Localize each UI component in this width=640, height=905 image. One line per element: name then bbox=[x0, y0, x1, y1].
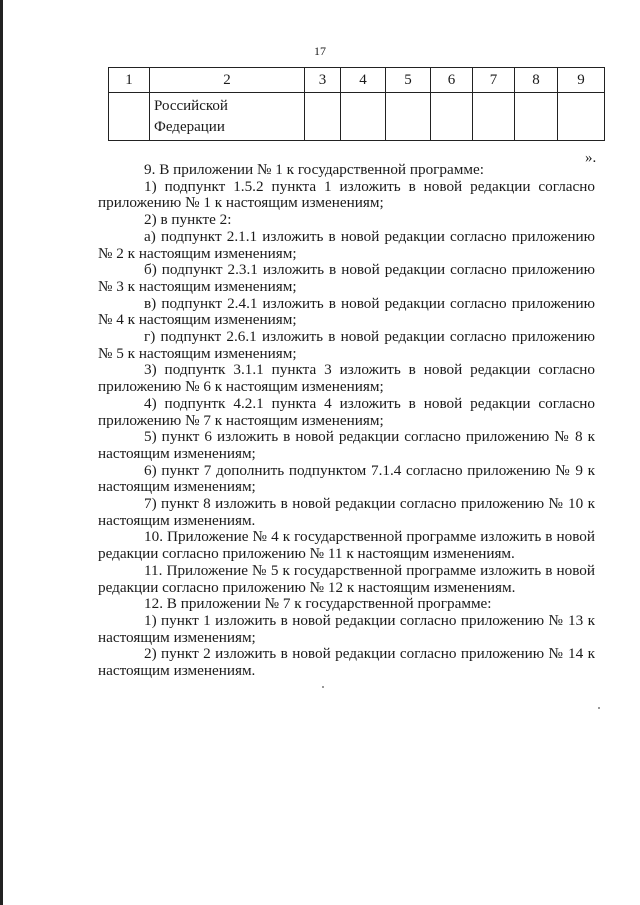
text-line: настоящим изменениям; bbox=[98, 628, 256, 646]
table-header-cell: 6 bbox=[431, 68, 473, 93]
text-line: г) подпункт 2.6.1 изложить в новой редакции согласно приложению bbox=[144, 328, 595, 346]
page-number: 17 bbox=[314, 44, 326, 58]
text-line: 9. В приложении № 1 к государственной программе: bbox=[144, 161, 484, 178]
text-line: в) подпункт 2.4.1 изложить в новой редакции согласно приложению bbox=[144, 294, 595, 312]
text-line: приложению № 6 к настоящим изменениям; bbox=[98, 378, 384, 396]
table-header-cell: 2 bbox=[150, 68, 305, 93]
table-cell bbox=[515, 93, 558, 141]
scan-edge bbox=[0, 0, 3, 905]
text-line: настоящим изменениям. bbox=[98, 662, 256, 680]
table-header-row bbox=[109, 68, 605, 93]
text-line: № 2 к настоящим изменениям; bbox=[98, 244, 297, 262]
scan-speck bbox=[322, 686, 324, 688]
text-line: настоящим изменениям. bbox=[98, 511, 256, 529]
text-line: 6) пункт 7 дополнить подпунктом 7.1.4 согласно приложению № 9 к bbox=[144, 461, 595, 479]
text-line: № 3 к настоящим изменениям; bbox=[98, 277, 297, 295]
text-line: 4) подпунтк 4.2.1 пункта 4 изложить в новой редакции согласно bbox=[144, 394, 595, 412]
table-header-cell: 5 bbox=[386, 68, 431, 93]
table-cell bbox=[431, 93, 473, 141]
text-line: 5) пункт 6 изложить в новой редакции согласно приложению № 8 к bbox=[144, 428, 595, 446]
table-header-cell: 8 bbox=[515, 68, 558, 93]
text-line: № 5 к настоящим изменениям; bbox=[98, 344, 297, 362]
table-row bbox=[109, 93, 605, 141]
text-line: приложению № 7 к настоящим изменениям; bbox=[98, 411, 384, 429]
data-table bbox=[108, 67, 605, 141]
text-line: 2) пункт 2 изложить в новой редакции согласно приложению № 14 к bbox=[144, 645, 595, 663]
text-line: б) подпункт 2.3.1 изложить в новой редакции согласно приложению bbox=[144, 261, 595, 279]
text-line: 12. В приложении № 7 к государственной программе: bbox=[144, 595, 492, 613]
text-line: приложению № 1 к настоящим изменениям; bbox=[98, 194, 384, 212]
scan-speck bbox=[598, 707, 600, 709]
text-line: а) подпункт 2.1.1 изложить в новой редакции согласно приложению bbox=[144, 227, 595, 245]
text-line: редакции согласно приложению № 12 к настоящим изменениям. bbox=[98, 578, 516, 596]
text-line: № 4 к настоящим изменениям; bbox=[98, 311, 297, 329]
table-cell bbox=[109, 93, 150, 141]
table-header-cell: 1 bbox=[109, 68, 150, 93]
table-cell bbox=[305, 93, 341, 141]
table-header-cell: 4 bbox=[341, 68, 386, 93]
table-cell bbox=[341, 93, 386, 141]
text-line: настоящим изменениям; bbox=[98, 478, 256, 496]
text-line: 7) пункт 8 изложить в новой редакции согласно приложению № 10 к bbox=[144, 495, 595, 513]
table-cell bbox=[386, 93, 431, 141]
table-header-cell: 3 bbox=[305, 68, 341, 93]
table-cell-name-line2: Федерации bbox=[154, 118, 225, 135]
table-cell bbox=[473, 93, 515, 141]
text-line: 1) подпункт 1.5.2 пункта 1 изложить в новой редакции согласно bbox=[144, 177, 595, 195]
text-line: 10. Приложение № 4 к государственной программе изложить в новой bbox=[144, 528, 595, 546]
table-header-cell: 9 bbox=[558, 68, 605, 93]
closing-quote: ». bbox=[585, 150, 597, 166]
table-cell bbox=[558, 93, 605, 141]
text-line: редакции согласно приложению № 11 к настоящим изменениям. bbox=[98, 545, 515, 563]
body-text bbox=[98, 162, 595, 680]
text-line: 2) в пункте 2: bbox=[144, 211, 232, 229]
text-line: настоящим изменениям; bbox=[98, 444, 256, 462]
text-line: 11. Приложение № 5 к государственной программе изложить в новой bbox=[144, 561, 595, 579]
table-cell-name bbox=[150, 93, 305, 141]
table-header-cell: 7 bbox=[473, 68, 515, 93]
table-cell-name-line1: Российской bbox=[154, 97, 228, 114]
text-line: 3) подпунтк 3.1.1 пункта 3 изложить в новой редакции согласно bbox=[144, 361, 595, 379]
text-line: 1) пункт 1 изложить в новой редакции согласно приложению № 13 к bbox=[144, 611, 595, 629]
